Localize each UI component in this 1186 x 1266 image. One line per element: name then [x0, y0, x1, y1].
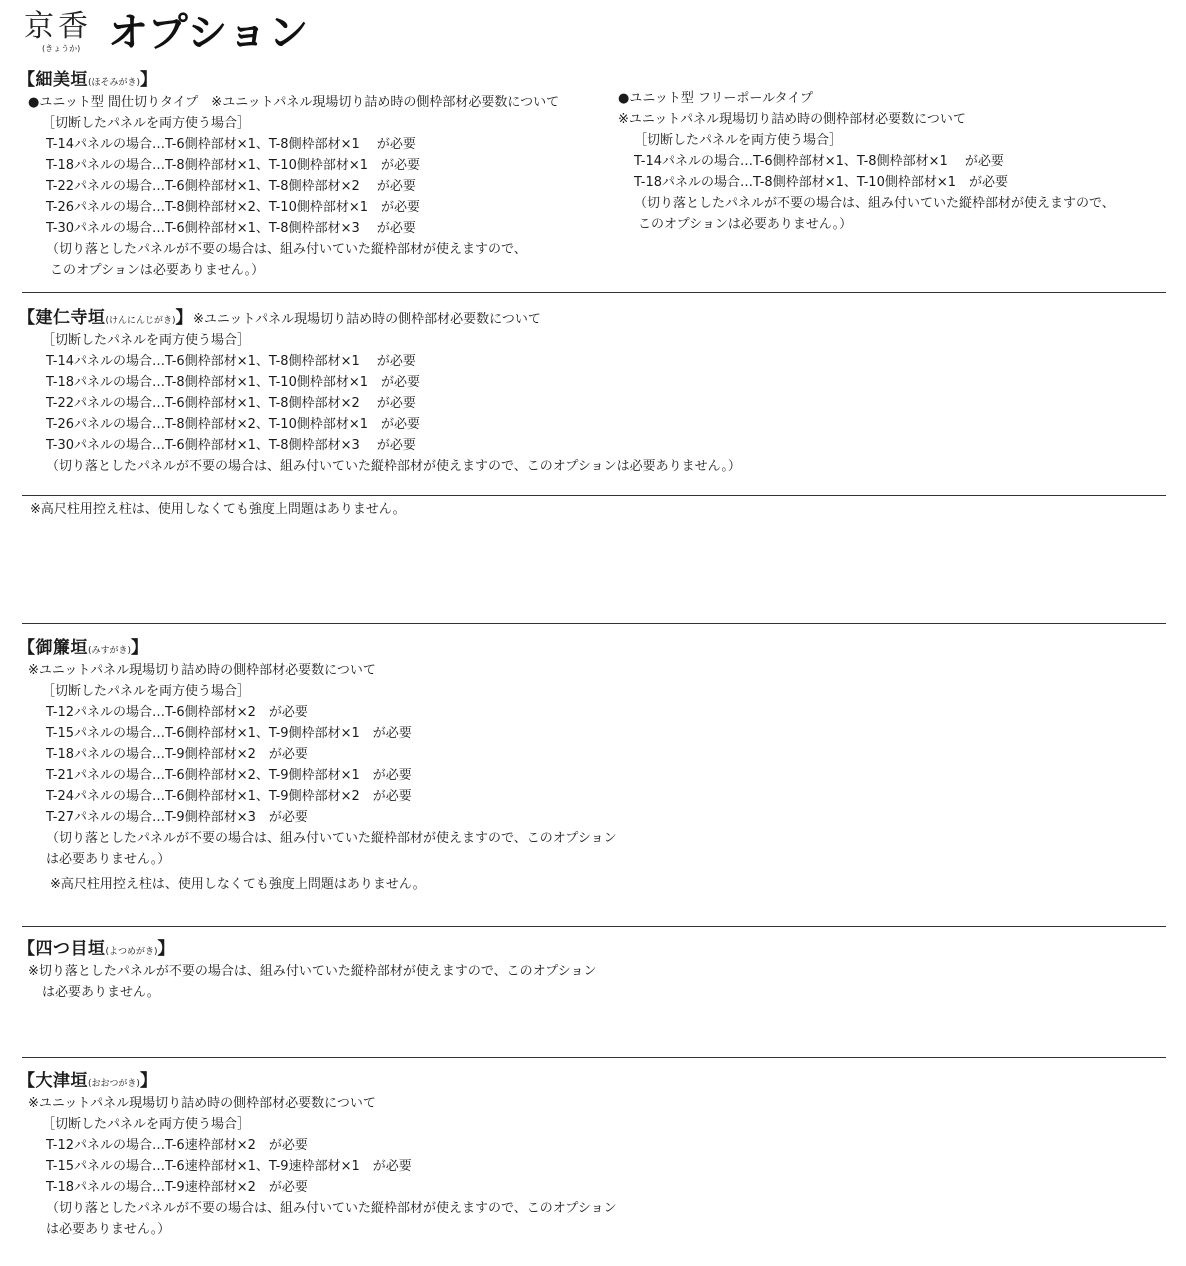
section-kenninji: [18, 306, 741, 477]
heading-ruby: (みすがき): [88, 646, 132, 656]
case-label: ［切断したパネルを両方使う場合］: [42, 684, 251, 699]
brand-logo: [24, 10, 102, 56]
note-line: このオプションは必要ありません。）: [638, 217, 853, 232]
list-item: T-12パネルの場合…T-6速枠部材×2 が必要: [46, 1138, 308, 1153]
note-line: （切り落としたパネルが不要の場合は、組み付いていた縦枠部材が使えますので、このオプションは必要ありません。）: [46, 459, 741, 474]
intro-line: ※ユニットパネル現場切り詰め時の側枠部材必要数について: [28, 1096, 376, 1111]
section-heading: [18, 636, 617, 660]
heading-text: 【大津垣: [18, 1071, 88, 1091]
list-item: T-12パネルの場合…T-6側枠部材×2 が必要: [46, 705, 308, 720]
list-item: T-18パネルの場合…T-9側枠部材×2 が必要: [46, 747, 308, 762]
logo-ruby: (きょうか): [42, 44, 81, 53]
heading-close: 】: [131, 638, 149, 658]
note-line: （切り落としたパネルが不要の場合は、組み付いていた縦枠部材が使えますので、このオプション: [46, 831, 617, 846]
heading-text: 【御簾垣: [18, 638, 88, 658]
list-item: T-22パネルの場合…T-6側枠部材×1、T-8側枠部材×2 が必要: [46, 179, 416, 194]
heading-text: 【四つ目垣: [18, 939, 106, 959]
case-label: ［切断したパネルを両方使う場合］: [42, 333, 251, 348]
list-item: T-18パネルの場合…T-8側枠部材×1、T-10側枠部材×1 が必要: [634, 175, 1008, 190]
list-item: T-18パネルの場合…T-8側枠部材×1、T-10側枠部材×1 が必要: [46, 375, 420, 390]
note-line: （切り落としたパネルが不要の場合は、組み付いていた縦枠部材が使えますので、このオプション: [46, 1201, 617, 1216]
post-note-text: ※高尺柱用控え柱は、使用しなくても強度上問題はありません。: [30, 502, 406, 517]
heading-close: 】: [140, 70, 158, 90]
list-item: T-26パネルの場合…T-8側枠部材×2、T-10側枠部材×1 が必要: [46, 417, 420, 432]
section-otsu: [18, 1069, 617, 1240]
page-title: オプション: [108, 10, 310, 56]
list-item: T-24パネルの場合…T-6側枠部材×1、T-9側枠部材×2 が必要: [46, 789, 412, 804]
list-item: T-15パネルの場合…T-6側枠部材×1、T-9側枠部材×1 が必要: [46, 726, 412, 741]
heading-close: 】: [139, 1071, 158, 1091]
section-heading: [18, 1069, 617, 1093]
list-item: T-14パネルの場合…T-6側枠部材×1、T-8側枠部材×1 が必要: [46, 354, 416, 369]
intro-line: ※ユニットパネル現場切り詰め時の側枠部材必要数について: [193, 312, 541, 327]
note-line: は必要ありません。）: [46, 852, 171, 867]
heading-close: 】: [157, 939, 176, 959]
note-line: このオプションは必要ありません。）: [50, 263, 265, 278]
section-divider: [22, 1057, 1166, 1058]
list-item: T-14パネルの場合…T-6側枠部材×1、T-8側枠部材×1 が必要: [46, 137, 416, 152]
intro-line: ※ユニットパネル現場切り詰め時の側枠部材必要数について: [618, 112, 966, 127]
list-item: T-14パネルの場合…T-6側枠部材×1、T-8側枠部材×1 が必要: [634, 154, 1004, 169]
list-item: T-18パネルの場合…T-9速枠部材×2 が必要: [46, 1180, 308, 1195]
heading-text: 【細美垣: [18, 70, 88, 90]
note-line: は必要ありません。: [42, 985, 160, 1000]
note-line: （切り落としたパネルが不要の場合は、組み付いていた縦枠部材が使えますので、: [634, 196, 1115, 211]
type-line: ●ユニット型 フリーポールタイプ: [618, 91, 814, 106]
section-misu: [18, 636, 617, 895]
list-item: T-22パネルの場合…T-6側枠部材×1、T-8側枠部材×2 が必要: [46, 396, 416, 411]
section-yotsume: [18, 937, 596, 1003]
section-divider: [22, 292, 1166, 293]
note-line: ※切り落としたパネルが不要の場合は、組み付いていた縦枠部材が使えますので、このオプション: [28, 964, 597, 979]
note-line: は必要ありません。）: [46, 1222, 171, 1237]
list-item: T-27パネルの場合…T-9側枠部材×3 が必要: [46, 810, 308, 825]
section-heading: [18, 68, 559, 92]
intro-line: ※ユニットパネル現場切り詰め時の側枠部材必要数について: [28, 663, 376, 678]
section-heading: [18, 937, 596, 961]
list-item: T-18パネルの場合…T-8側枠部材×1、T-10側枠部材×1 が必要: [46, 158, 420, 173]
section-heading: [18, 306, 741, 330]
post-note-text: ※高尺柱用控え柱は、使用しなくても強度上問題はありません。: [50, 877, 426, 892]
list-item: T-30パネルの場合…T-6側枠部材×1、T-8側枠部材×3 が必要: [46, 221, 416, 236]
type-line: ●ユニット型 間仕切りタイプ ※ユニットパネル現場切り詰め時の側枠部材必要数について: [28, 95, 560, 110]
section-divider: [22, 623, 1166, 624]
heading-ruby: (よつめがき): [105, 947, 158, 957]
case-label: ［切断したパネルを両方使う場合］: [42, 116, 251, 131]
heading-ruby: (ほそみがき): [88, 78, 141, 88]
case-label: ［切断したパネルを両方使う場合］: [634, 133, 843, 148]
heading-close: 】: [175, 308, 194, 328]
section-divider: [22, 495, 1166, 496]
heading-ruby: (けんにんじがき): [105, 316, 176, 326]
section-hosomi-right: [618, 88, 1115, 235]
note-line: （切り落としたパネルが不要の場合は、組み付いていた縦枠部材が使えますので、: [46, 242, 527, 257]
section-divider: [22, 926, 1166, 927]
section-hosomi-left: [18, 68, 559, 281]
logo-text: 京香: [24, 9, 92, 44]
list-item: T-21パネルの場合…T-6側枠部材×2、T-9側枠部材×1 が必要: [46, 768, 412, 783]
list-item: T-26パネルの場合…T-8側枠部材×2、T-10側枠部材×1 が必要: [46, 200, 420, 215]
heading-ruby: (おおつがき): [88, 1079, 140, 1089]
list-item: T-30パネルの場合…T-6側枠部材×1、T-8側枠部材×3 が必要: [46, 438, 416, 453]
case-label: ［切断したパネルを両方使う場合］: [42, 1117, 251, 1132]
post-note: [30, 499, 406, 520]
heading-text: 【建仁寺垣: [18, 308, 106, 328]
list-item: T-15パネルの場合…T-6速枠部材×1、T-9速枠部材×1 が必要: [46, 1159, 412, 1174]
